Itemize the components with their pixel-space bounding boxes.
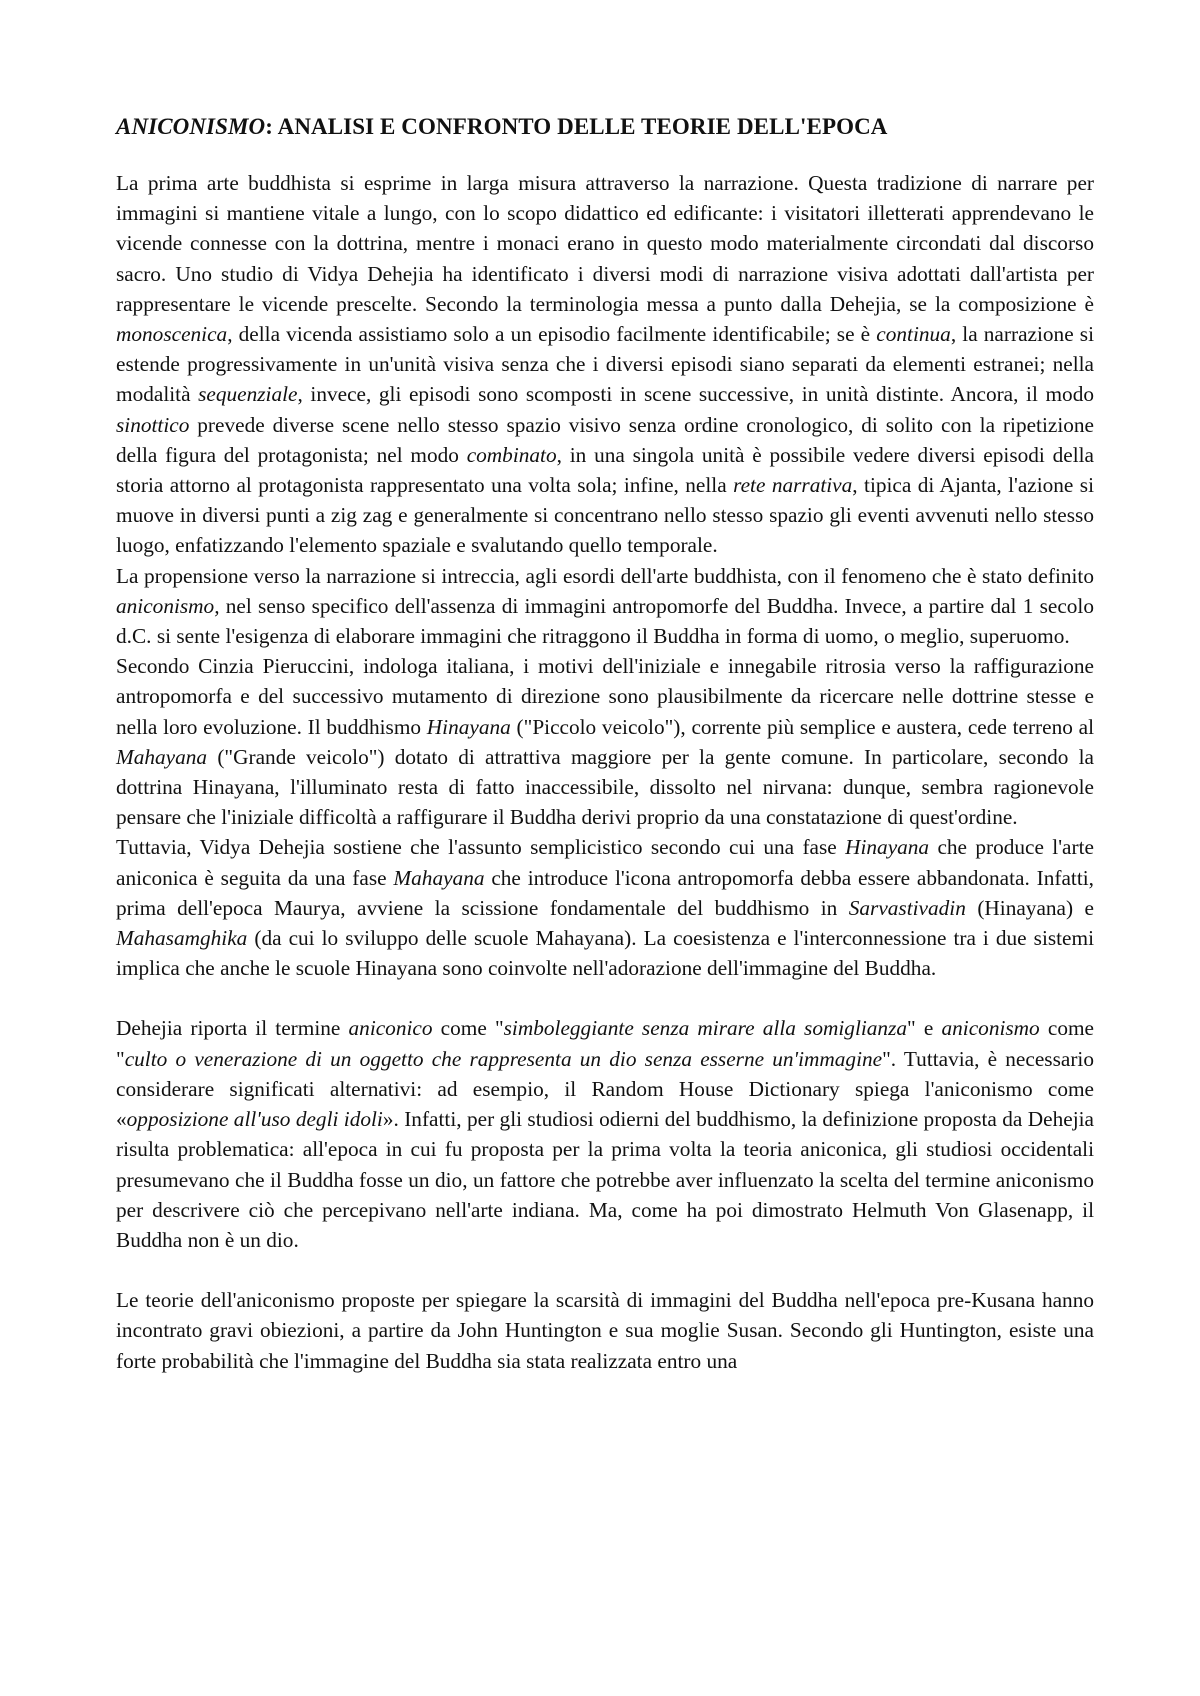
italic-term: Hinayana [845, 835, 930, 860]
italic-term: simboleggiante senza mirare alla somiglianza [503, 1016, 908, 1041]
document-page [116, 112, 1094, 1376]
text-run: La prima arte buddhista si esprime in larga misura attraverso la narrazione. Questa tradizione di narrare per immagini si mantiene vitale a lungo, con lo scopo didattico ed edificante: i visitatori illetterati apprendevano le vicende connesse con la dottrina, mentre i monaci erano in questo modo materialmente circondati dal discorso sacro. Uno studio di Vidya Dehejia ha identificato i diversi modi di narrazione visiva adottati dall'artista per rappresentare le vicende prescelte. Secondo la terminologia messa a punto dalla Dehejia, se la composizione è [116, 171, 1094, 316]
text-run: come " [432, 1016, 504, 1041]
text-run: nel senso specifico dell'assenza di immagini antropomorfe del Buddha. Invece, a partire dal 1 secolo d.C. si sente l'esigenza di elaborare immagini che ritraggono il Buddha in forma di uomo, o meglio, superuomo. [116, 593, 1094, 649]
text-run: come " [116, 1016, 1094, 1071]
italic-term: Hinayana [426, 714, 511, 739]
text-run: ("Piccolo veicolo"), corrente più semplice e austera, cede terreno al [510, 714, 1095, 739]
text-run: Dehejia riporta il termine [116, 1016, 349, 1041]
italic-term: Mahayana [393, 865, 485, 890]
italic-term: Mahasamghika [116, 926, 248, 951]
text-run: , della vicenda assistiamo solo a un episodio facilmente identificabile; se è [227, 322, 877, 347]
text-run: prevede diverse scene nello stesso spazio visivo senza ordine cronologico, di solito con la ripetizione della figura del protagonista; nel modo [116, 412, 1094, 467]
paragraph [116, 168, 1094, 561]
paragraph [116, 1013, 1094, 1255]
text-run: Le teorie dell'aniconismo proposte per spiegare la scarsità di immagini del Buddha nell'epoca pre-Kusana hanno incontrato gravi obiezioni, a partire da John Huntington e sua moglie Susan. Secondo gli Huntington, esiste una forte probabilità che l'immagine del Buddha sia stata realizzata entro una [116, 1288, 1094, 1373]
italic-term: Sarvastivadin [848, 895, 966, 920]
title-rest: : ANALISI E CONFRONTO DELLE TEORIE DELL'EPOCA [265, 114, 888, 139]
text-run: ("Grande veicolo") dotato di attrattiva maggiore per la gente comune. In particolare, secondo la dottrina Hinayana, l'illuminato resta di fatto inaccessibile, dissolto nel nirvana: dunque, sembra ragionevole pensare che l'iniziale difficoltà a raffigurare il Buddha derivi proprio da una constatazione di quest'ordine. [116, 744, 1094, 830]
text-run: , la narrazione si estende progressivamente in un'unità visiva senza che i diversi episodi siano separati da elementi estranei; nella modalità [116, 322, 1094, 407]
text-run: " e [907, 1016, 942, 1041]
text-run: La propensione verso la narrazione si intreccia, agli esordi dell'arte buddhista, con il fenomeno che è stato definito [116, 563, 1094, 588]
italic-term: sinottico [116, 412, 190, 437]
italic-term: continua [876, 322, 951, 347]
text-run: , tipica di Ajanta, l'azione si muove in diversi punti a zig zag e generalmente si concentrano nello stesso spazio gli eventi avvenuti nello stesso luogo, enfatizzando l'elemento spaziale e svalutando quello temporale. [116, 473, 1095, 558]
text-run: ». Infatti, per gli studiosi odierni del buddhismo, la definizione proposta da Dehejia risulta problematica: all'epoca in cui fu proposta per la prima volta la teoria aniconica, gli studiosi occidentali presumevano che il Buddha fosse un dio, un fattore che potrebbe aver influenzato la scelta del termine aniconismo per descrivere ciò che percepivano nell'arte indiana. Ma, come ha poi dimostrato Helmuth Von Glasenapp, il Buddha non è un dio. [116, 1107, 1094, 1252]
italic-term: aniconismo [941, 1016, 1040, 1041]
italic-term: combinato [466, 442, 557, 467]
paragraph [116, 651, 1094, 832]
text-run: (da cui lo sviluppo delle scuole Mahayana). La coesistenza e l'interconnessione tra i due sistemi implica che anche le scuole Hinayana sono coinvolte nell'adorazione dell'immagine del Buddha. [116, 926, 1094, 981]
italic-term: aniconico [348, 1016, 433, 1041]
text-run: che produce l'arte aniconica è seguita da una fase [116, 835, 1094, 890]
italic-term: rete narrativa [733, 473, 853, 498]
paragraph [116, 832, 1094, 983]
text-run: Secondo Cinzia Pieruccini, indologa italiana, i motivi dell'iniziale e innegabile ritrosia verso la raffigurazione antropomorfa e del successivo mutamento di direzione sono plausibilmente da ricercare nelle dottrine stesse e nella loro evoluzione. Il buddhismo [116, 654, 1094, 739]
text-run: , in una singola unità è possibile vedere diversi episodi della storia attorno al protagonista rappresentato una volta sola; infine, nella [116, 442, 1094, 498]
italic-term: aniconismo, [116, 593, 220, 618]
text-run: , invece, gli episodi sono scomposti in scene successive, in unità distinte. Ancora, il modo [297, 382, 1094, 407]
italic-term: monoscenica [116, 322, 228, 347]
text-run: (Hinayana) e [965, 895, 1095, 920]
italic-term: Mahayana [116, 744, 208, 769]
text-run: Tuttavia, Vidya Dehejia sostiene che l'assunto semplicistico secondo cui una fase [116, 835, 846, 860]
italic-term: culto o venerazione di un oggetto che rappresenta un dio senza esserne un'immagine [124, 1046, 883, 1071]
text-run: ". Tuttavia, è necessario considerare significati alternativi: ad esempio, il Random House Dictionary spiega l'aniconismo come « [116, 1046, 1094, 1132]
paragraph [116, 561, 1094, 652]
italic-term: opposizione all'uso degli idoli [126, 1107, 383, 1132]
document-title [116, 112, 1094, 142]
title-italic-part: ANICONISMO [116, 114, 266, 139]
italic-term: sequenziale [198, 382, 298, 407]
paragraph [116, 1285, 1094, 1376]
body-text [116, 168, 1094, 1376]
text-run: che introduce l'icona antropomorfa debba essere abbandonata. Infatti, prima dell'epoca Maurya, avviene la scissione fondamentale del buddhismo in [116, 865, 1095, 920]
